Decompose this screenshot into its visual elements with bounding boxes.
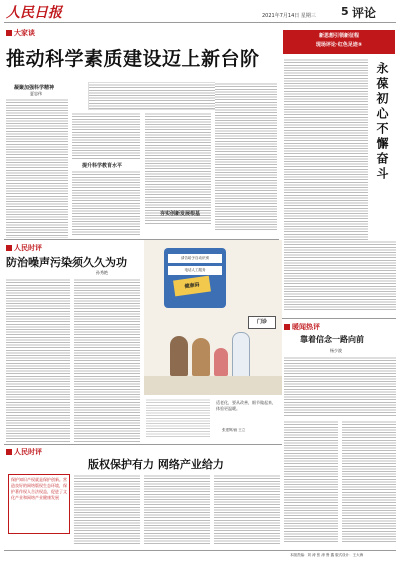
bottom-col-1	[74, 474, 140, 546]
card-auto: 请告给予自动识别	[168, 254, 222, 263]
section-name: 评论	[352, 6, 377, 20]
bottom-article-rule	[4, 444, 282, 445]
sidebar-banner-line1: 新思想引领新征程	[318, 33, 359, 39]
top-col-3	[145, 112, 211, 224]
warm-intro	[284, 356, 396, 416]
top-col-1	[6, 98, 68, 238]
tag-marker	[6, 30, 12, 36]
issue-date: 2021年7月14日 星期三	[262, 13, 316, 19]
tag-marker	[6, 449, 12, 455]
sidebar-rule	[282, 318, 396, 319]
bottom-col-3	[214, 474, 280, 546]
newspaper-logo: 人民日报	[6, 5, 62, 21]
sidebar-text-2	[284, 240, 396, 312]
top-headline: 推动科学素质建设迈上新台阶	[6, 48, 260, 70]
figure-elder-1	[170, 336, 188, 376]
noise-author: 孙秀艳	[96, 270, 108, 275]
subhead-innovation: 夯实创新发展根基	[160, 211, 201, 217]
warm-author: 杨少波	[330, 348, 342, 353]
clinic-sign: 门诊	[248, 316, 276, 329]
warm-col-2	[342, 420, 396, 544]
bottom-col-2	[144, 474, 210, 546]
tag-marker	[284, 324, 290, 330]
masthead-rule	[4, 22, 396, 23]
top-col-2	[72, 112, 140, 160]
footer-editors: 本版责编：刘 涛 张 涛 鲁 鑫 版式设计：王大海	[290, 553, 364, 557]
illustration-poem: 适老化，要从改善，细节做起来，体验更温暖。	[216, 400, 276, 411]
tag-label: 人民时评	[14, 448, 42, 456]
warm-headline: 靠着信念一路向前	[300, 335, 364, 344]
illustration-caption	[146, 398, 210, 438]
footer-rule	[4, 550, 396, 551]
illustration-credit: 张建辉/画 王立	[222, 428, 246, 432]
section-tag-bottom	[6, 447, 42, 457]
bottom-headline: 版权保护有力 网络产业给力	[88, 458, 224, 471]
sidebar-banner	[283, 30, 395, 54]
top-col-2b	[72, 170, 140, 236]
top-col-4	[215, 82, 277, 230]
section-tag-dajiatan	[6, 28, 35, 38]
section-tag-renmin	[6, 243, 42, 253]
sidebar-banner-line2: 现场评论·红色足迹⑨	[315, 42, 363, 48]
figure-nurse	[232, 332, 250, 378]
noise-headline: 防治噪声污染须久久为功	[6, 256, 127, 269]
subhead-education: 提升科学教育水平	[82, 163, 123, 169]
bottom-quote-box: 保护知识产权就是保护创新。营造良好的网络版权生态环境，保护著作权人合法权益，促进了文化产业和网络产业健康发展	[8, 474, 70, 534]
section-tag-warm	[284, 322, 320, 332]
top-intro-box	[88, 82, 220, 110]
tag-label: 暖闻热评	[292, 323, 320, 331]
figure-elder-2	[192, 338, 210, 376]
noise-col-2	[74, 278, 140, 443]
card-health-code: 健康码	[173, 276, 211, 297]
floor	[144, 376, 282, 395]
figure-child	[214, 348, 228, 376]
warm-col-1	[284, 420, 338, 544]
byline-author: 夏忠伟	[30, 91, 42, 96]
tag-marker	[6, 245, 12, 251]
page-number: 5	[341, 5, 349, 18]
card-manual: 电话人工服务	[168, 266, 222, 275]
tag-label: 人民时评	[14, 244, 42, 252]
byline-title: 凝聚加强科学精神	[14, 85, 55, 91]
tag-label: 大家谈	[14, 29, 35, 37]
illustration	[144, 240, 282, 395]
sidebar-vertical-title: 永葆初心不懈奋斗	[375, 62, 389, 182]
noise-col-1	[6, 278, 70, 443]
